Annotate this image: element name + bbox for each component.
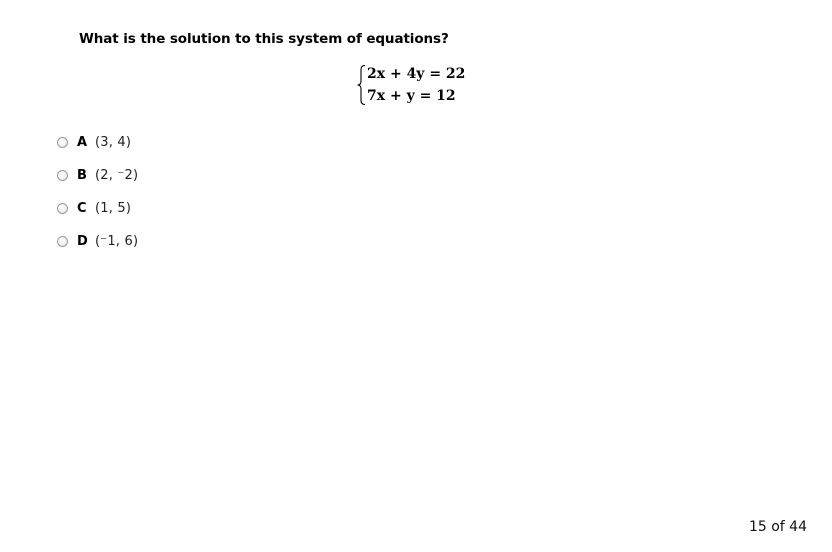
choice-a[interactable] — [57, 126, 138, 159]
choice-letter-c: C — [77, 201, 87, 216]
choice-value-d: (⁻1, 6) — [95, 234, 139, 249]
choice-d[interactable] — [57, 225, 138, 258]
choice-letter-d: D — [77, 234, 88, 249]
radio-button-b[interactable] — [57, 170, 68, 181]
choice-c[interactable] — [57, 192, 138, 225]
equation-2: 7x + y = 12 — [367, 88, 456, 104]
radio-button-d[interactable] — [57, 236, 68, 247]
radio-button-a[interactable] — [57, 137, 68, 148]
choice-value-b: (2, ⁻2) — [95, 168, 139, 183]
choice-value-c: (1, 5) — [95, 201, 132, 216]
choice-letter-b: B — [77, 168, 87, 183]
choice-b[interactable] — [57, 159, 138, 192]
left-brace-icon — [357, 65, 366, 105]
page-indicator: 15 of 44 — [748, 519, 807, 535]
choice-value-a: (3, 4) — [95, 135, 132, 150]
answer-choices — [57, 126, 138, 258]
radio-button-c[interactable] — [57, 203, 68, 214]
equations — [367, 64, 465, 106]
equation-1: 2x + 4y = 22 — [367, 66, 466, 82]
equation-system — [357, 64, 465, 106]
question-text: What is the solution to this system of equations? — [79, 31, 449, 47]
choice-letter-a: A — [77, 135, 88, 150]
